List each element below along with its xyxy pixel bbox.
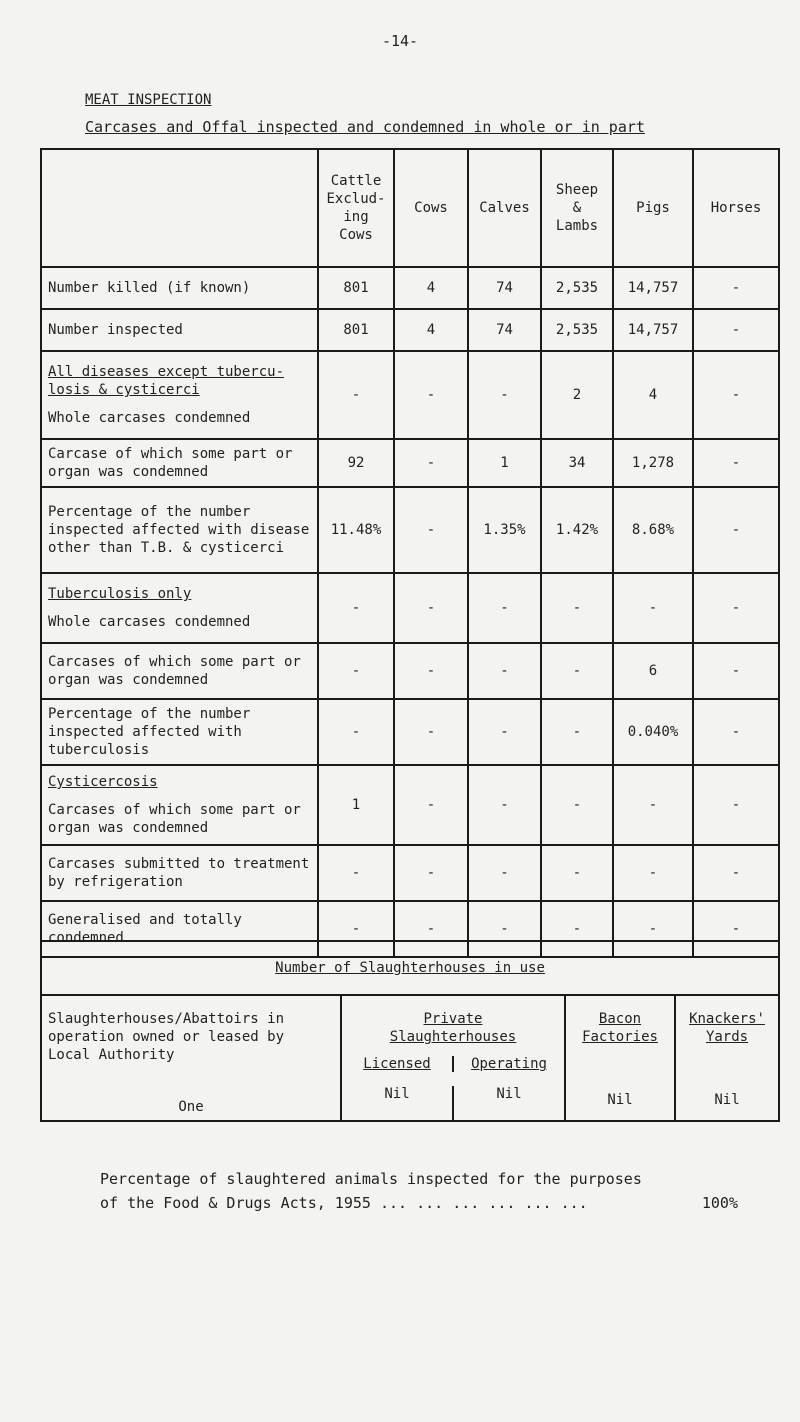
licensed-value: Nil bbox=[384, 1086, 410, 1102]
cell: - bbox=[468, 901, 541, 957]
cell: - bbox=[693, 267, 779, 309]
cell: 0.040% bbox=[613, 699, 693, 765]
bacon-value: Nil bbox=[607, 1092, 633, 1108]
private-heading: Private Slaughterhouses bbox=[389, 1011, 517, 1045]
table-row bbox=[41, 995, 779, 1121]
cell: - bbox=[318, 643, 394, 699]
column-header-horses: Horses bbox=[693, 149, 779, 267]
cell: - bbox=[394, 699, 468, 765]
slaughterhouses-table bbox=[40, 940, 780, 1122]
cell: - bbox=[541, 901, 613, 957]
section-title: All diseases except tubercu- losis & cysticerci bbox=[48, 364, 285, 398]
cell: 2,535 bbox=[541, 309, 613, 351]
cell: - bbox=[541, 643, 613, 699]
cell: - bbox=[693, 439, 779, 487]
footer-text: of the Food & Drugs Acts, 1955 ... ... ... ... ... ... bbox=[100, 1194, 588, 1212]
cell: 4 bbox=[613, 351, 693, 439]
table-row bbox=[41, 439, 779, 487]
cell: 1 bbox=[318, 765, 394, 845]
cell: - bbox=[693, 765, 779, 845]
cell: 1,278 bbox=[613, 439, 693, 487]
table-row bbox=[41, 845, 779, 901]
cell: - bbox=[318, 573, 394, 643]
cell: - bbox=[318, 845, 394, 901]
cell: - bbox=[468, 765, 541, 845]
cell: - bbox=[693, 845, 779, 901]
slaughterhouses-count: One bbox=[178, 1099, 204, 1115]
cell: 14,757 bbox=[613, 267, 693, 309]
cell: - bbox=[394, 765, 468, 845]
footer-text: Percentage of slaughtered animals inspected for the purposes bbox=[100, 1170, 642, 1188]
table-row bbox=[41, 487, 779, 573]
header-row bbox=[41, 149, 779, 267]
header-blank-cell bbox=[41, 149, 318, 267]
cell: - bbox=[541, 699, 613, 765]
cell: - bbox=[468, 573, 541, 643]
cell: - bbox=[394, 573, 468, 643]
licensed-label: Licensed bbox=[363, 1056, 431, 1072]
column-header-cows: Cows bbox=[394, 149, 468, 267]
row-label: Percentage of the number inspected affected with tuberculosis bbox=[41, 699, 318, 765]
table-row-killed bbox=[41, 267, 779, 309]
cell: - bbox=[541, 765, 613, 845]
cell: - bbox=[394, 901, 468, 957]
private-slaughterhouses-cell bbox=[341, 995, 565, 1121]
table-row bbox=[41, 643, 779, 699]
row-label: Number inspected bbox=[41, 309, 318, 351]
cell: - bbox=[318, 699, 394, 765]
cell: - bbox=[468, 643, 541, 699]
row-label: Percentage of the number inspected affected with disease other than T.B. & cysticerci bbox=[41, 487, 318, 573]
cell: - bbox=[613, 845, 693, 901]
column-header-pigs: Pigs bbox=[613, 149, 693, 267]
cell: 34 bbox=[541, 439, 613, 487]
table-row bbox=[41, 699, 779, 765]
cell: 8.68% bbox=[613, 487, 693, 573]
cell: - bbox=[468, 845, 541, 901]
operating-label: Operating bbox=[452, 1056, 564, 1072]
row-label: Generalised and totally condemned bbox=[41, 901, 318, 957]
table-row bbox=[41, 351, 779, 439]
cell: - bbox=[693, 901, 779, 957]
cell: - bbox=[541, 845, 613, 901]
slaughterhouses-caption: Number of Slaughterhouses in use bbox=[41, 941, 779, 995]
footer-percentage: 100% bbox=[701, 1194, 738, 1212]
knackers-yards-cell bbox=[675, 995, 779, 1121]
section-title: Cysticercosis bbox=[48, 774, 158, 790]
cell: - bbox=[394, 439, 468, 487]
cell: - bbox=[613, 573, 693, 643]
cell: - bbox=[693, 351, 779, 439]
cell: 4 bbox=[394, 267, 468, 309]
cell: - bbox=[693, 309, 779, 351]
cell: 74 bbox=[468, 309, 541, 351]
cell: - bbox=[613, 901, 693, 957]
row-label: Carcases of which some part or organ was condemned bbox=[41, 643, 318, 699]
cell: 4 bbox=[394, 309, 468, 351]
cell: - bbox=[318, 901, 394, 957]
cell: - bbox=[318, 351, 394, 439]
row-label: Tuberculosis only Whole carcases condemned bbox=[41, 573, 318, 643]
row-label: All diseases except tubercu- losis & cysticerci Whole carcases condemned bbox=[41, 351, 318, 439]
cell: 801 bbox=[318, 267, 394, 309]
column-header-sheep: Sheep & Lambs bbox=[541, 149, 613, 267]
column-header-calves: Calves bbox=[468, 149, 541, 267]
cell: 6 bbox=[613, 643, 693, 699]
cell: - bbox=[613, 765, 693, 845]
operating-value: Nil bbox=[452, 1086, 564, 1120]
cell: 801 bbox=[318, 309, 394, 351]
cell: - bbox=[541, 573, 613, 643]
row-label: Number killed (if known) bbox=[41, 267, 318, 309]
cell: 11.48% bbox=[318, 487, 394, 573]
cell: - bbox=[693, 573, 779, 643]
cell: 14,757 bbox=[613, 309, 693, 351]
row-label: Cysticercosis Carcases of which some part or organ was condemned bbox=[41, 765, 318, 845]
knackers-heading: Knackers' Yards bbox=[689, 1011, 765, 1045]
cell: 1.42% bbox=[541, 487, 613, 573]
cell: - bbox=[693, 699, 779, 765]
bacon-heading: Bacon Factories bbox=[582, 1011, 658, 1045]
bacon-factories-cell bbox=[565, 995, 675, 1121]
cell: - bbox=[468, 351, 541, 439]
knackers-value: Nil bbox=[714, 1092, 740, 1108]
cell: - bbox=[693, 643, 779, 699]
table-row-inspected bbox=[41, 309, 779, 351]
slaughterhouses-label-cell: Slaughterhouses/Abattoirs in operation owned or leased by Local Authority One bbox=[41, 995, 341, 1121]
meat-inspection-table bbox=[40, 148, 780, 958]
cell: 2 bbox=[541, 351, 613, 439]
cell: 2,535 bbox=[541, 267, 613, 309]
page-title: MEAT INSPECTION bbox=[85, 92, 212, 108]
cell: - bbox=[394, 351, 468, 439]
section-title: Tuberculosis only bbox=[48, 586, 192, 602]
cell: 74 bbox=[468, 267, 541, 309]
cell: - bbox=[693, 487, 779, 573]
page-number: -14- bbox=[381, 32, 419, 50]
row-label: Carcases submitted to treatment by refrigeration bbox=[41, 845, 318, 901]
cell: 1.35% bbox=[468, 487, 541, 573]
cell: - bbox=[394, 845, 468, 901]
cell: 92 bbox=[318, 439, 394, 487]
table-row bbox=[41, 573, 779, 643]
cell: 1 bbox=[468, 439, 541, 487]
cell: - bbox=[468, 699, 541, 765]
cell: - bbox=[394, 487, 468, 573]
table-subtitle: Carcases and Offal inspected and condemned in whole or in part bbox=[85, 118, 645, 136]
column-header-cattle: Cattle Exclud- ing Cows bbox=[318, 149, 394, 267]
cell: - bbox=[394, 643, 468, 699]
row-label: Carcase of which some part or organ was condemned bbox=[41, 439, 318, 487]
table-row bbox=[41, 765, 779, 845]
